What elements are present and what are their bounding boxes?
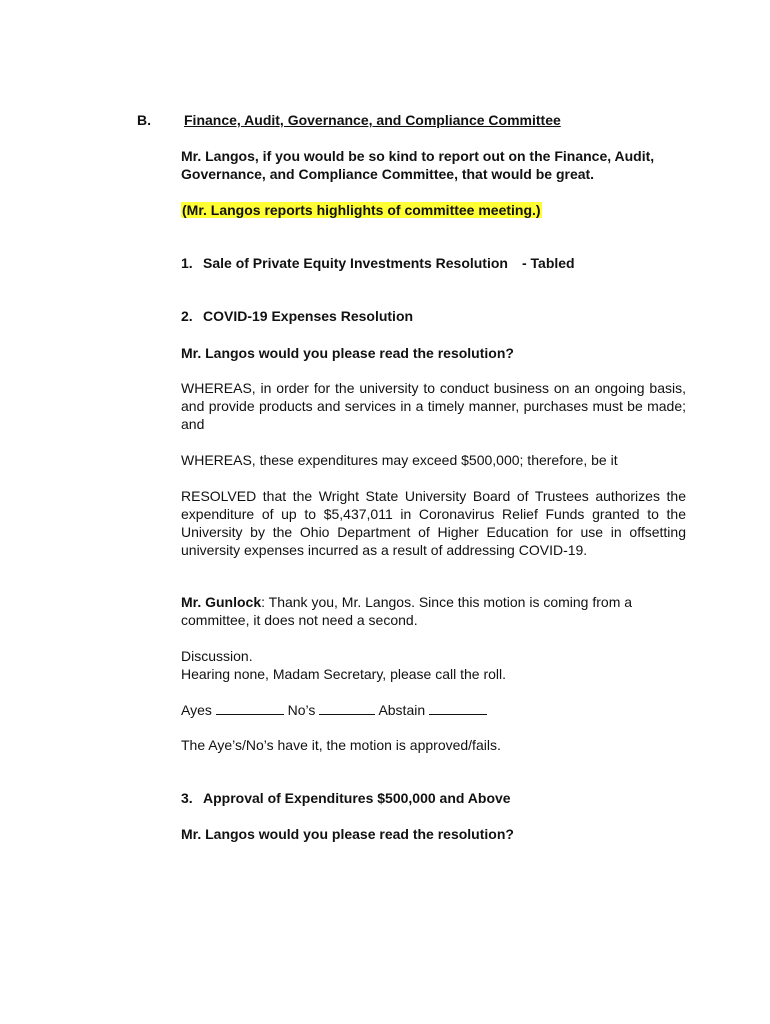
agenda-item-1 [181,255,575,271]
discussion-text: Hearing none, Madam Secretary, please call the roll. [181,666,507,682]
vote-ayes-label: Ayes [181,702,212,718]
whereas-paragraph-2: WHEREAS, these expenditures may exceed $500,000; therefore, be it [181,452,618,468]
agenda-item-3-number: 3. [181,790,193,806]
report-note [181,201,686,219]
agenda-item-2-number: 2. [181,308,193,324]
vote-abstain-blank [429,702,487,715]
section-title: Finance, Audit, Governance, and Compliance Committee [184,112,561,128]
agenda-item-3 [181,790,511,806]
whereas-paragraph-1: WHEREAS, in order for the university to conduct business on an ongoing basis, and provide products and services in a timely manner, purchases must be made; and [181,380,686,432]
agenda-item-1-status: - Tabled [521,255,575,271]
vote-abstain-label: Abstain [378,702,426,718]
discussion-label: Discussion. [181,648,253,664]
agenda-item-2 [181,308,413,324]
vote-line [181,701,686,719]
agenda-item-1-number: 1. [181,255,193,271]
section-letter: B. [137,112,151,128]
intro-request: Mr. Langos, if you would be so kind to report out on the Finance, Audit, Governance, and Compliance Committee, that would be great. [181,148,655,182]
read-request-2: Mr. Langos would you please read the resolution? [181,826,514,842]
agenda-item-2-title: COVID-19 Expenses Resolution [203,308,414,324]
agenda-item-3-title: Approval of Expenditures $500,000 and Above [203,790,511,806]
vote-ayes-blank [216,702,284,715]
agenda-item-1-title: Sale of Private Equity Investments Resolution [203,255,508,271]
report-note-highlight: (Mr. Langos reports highlights of committee meeting.) [182,202,541,218]
vote-outcome: The Aye’s/No’s have it, the motion is approved/fails. [181,737,501,753]
vote-nos-blank [319,702,375,715]
discussion-block [181,647,686,683]
vote-nos-label: No’s [287,702,316,718]
gunlock-speaker: Mr. Gunlock [181,594,262,610]
read-request: Mr. Langos would you please read the resolution? [181,345,514,361]
gunlock-statement [181,593,686,629]
resolved-paragraph: RESOLVED that the Wright State University Board of Trustees authorizes the expenditure of up to $5,437,011 in Coronavirus Relief Funds granted to the University by the Ohio Department of Higher Education for use in offsetting university expenses incurred as a result of addressing COVID-19. [181,488,686,558]
gunlock-text: : Thank you, Mr. Langos. Since this motion is coming from a committee, it does not need a second. [181,594,633,628]
